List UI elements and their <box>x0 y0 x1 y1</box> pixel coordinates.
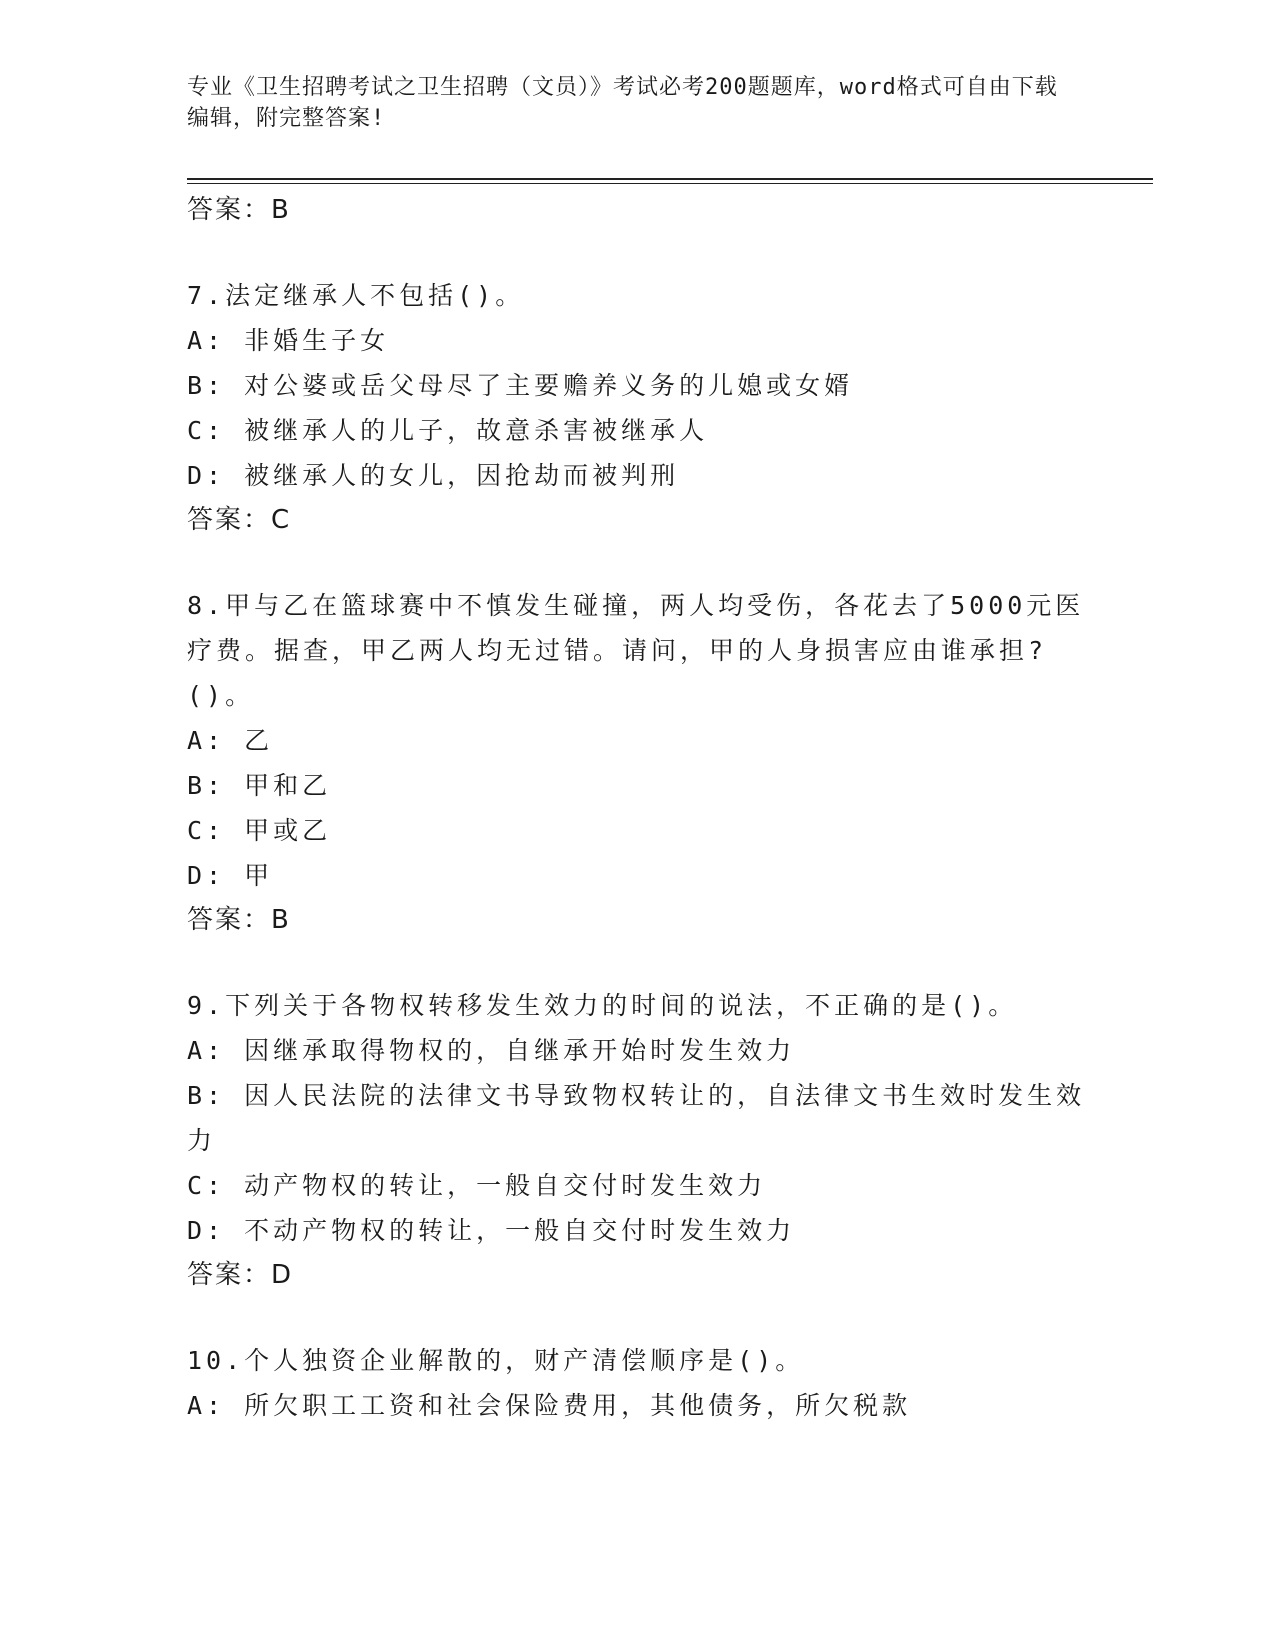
question-stem-line-2: 疗费。据查，甲乙两人均无过错。请问，甲的人身损害应由谁承担? <box>187 636 1048 665</box>
header-divider-thin <box>187 183 1153 184</box>
option-b: B: 甲和乙 <box>187 771 332 800</box>
question-list <box>187 188 1087 1428</box>
answer: 答案：B <box>187 905 291 935</box>
option-b-line-2: 力 <box>187 1126 217 1155</box>
option-a: A: 所欠职工工资和社会保险费用，其他债务，所欠税款 <box>187 1391 912 1420</box>
question-stem: 7.法定继承人不包括()。 <box>187 281 525 310</box>
option-b-line-1: B: 因人民法院的法律文书导致物权转让的，自法律文书生效时发生效 <box>187 1081 1086 1110</box>
option-a: A: 因继承取得物权的，自继承开始时发生效力 <box>187 1036 796 1065</box>
option-a: A: 非婚生子女 <box>187 326 390 355</box>
question-7 <box>187 273 1087 543</box>
option-c: C: 甲或乙 <box>187 816 332 845</box>
header-divider-thick <box>187 178 1153 180</box>
option-d: D: 不动产物权的转让，一般自交付时发生效力 <box>187 1216 796 1245</box>
option-b: B: 对公婆或岳父母尽了主要赡养义务的儿媳或女婿 <box>187 371 854 400</box>
question-stem: 9.下列关于各物权转移发生效力的时间的说法，不正确的是()。 <box>187 991 1018 1020</box>
document-header: 专业《卫生招聘考试之卫生招聘（文员）》考试必考200题题库，word格式可自由下载编辑，附完整答案! <box>187 75 1058 131</box>
question-stem-line-3: ()。 <box>187 681 255 710</box>
option-a: A: 乙 <box>187 726 274 755</box>
answer-previous: 答案：B <box>187 195 291 225</box>
option-d: D: 甲 <box>187 861 274 890</box>
question-stem-line-1: 8.甲与乙在篮球赛中不慎发生碰撞，两人均受伤，各花去了5000元医 <box>187 591 1085 620</box>
option-c: C: 动产物权的转让，一般自交付时发生效力 <box>187 1171 767 1200</box>
question-10 <box>187 1338 1087 1428</box>
question-9 <box>187 983 1087 1298</box>
answer: 答案：C <box>187 505 292 535</box>
option-c: C: 被继承人的儿子，故意杀害被继承人 <box>187 416 709 445</box>
question-8 <box>187 583 1087 943</box>
answer: 答案：D <box>187 1260 294 1290</box>
question-stem: 10.个人独资企业解散的，财产清偿顺序是()。 <box>187 1346 805 1375</box>
option-d: D: 被继承人的女儿，因抢劫而被判刑 <box>187 461 680 490</box>
